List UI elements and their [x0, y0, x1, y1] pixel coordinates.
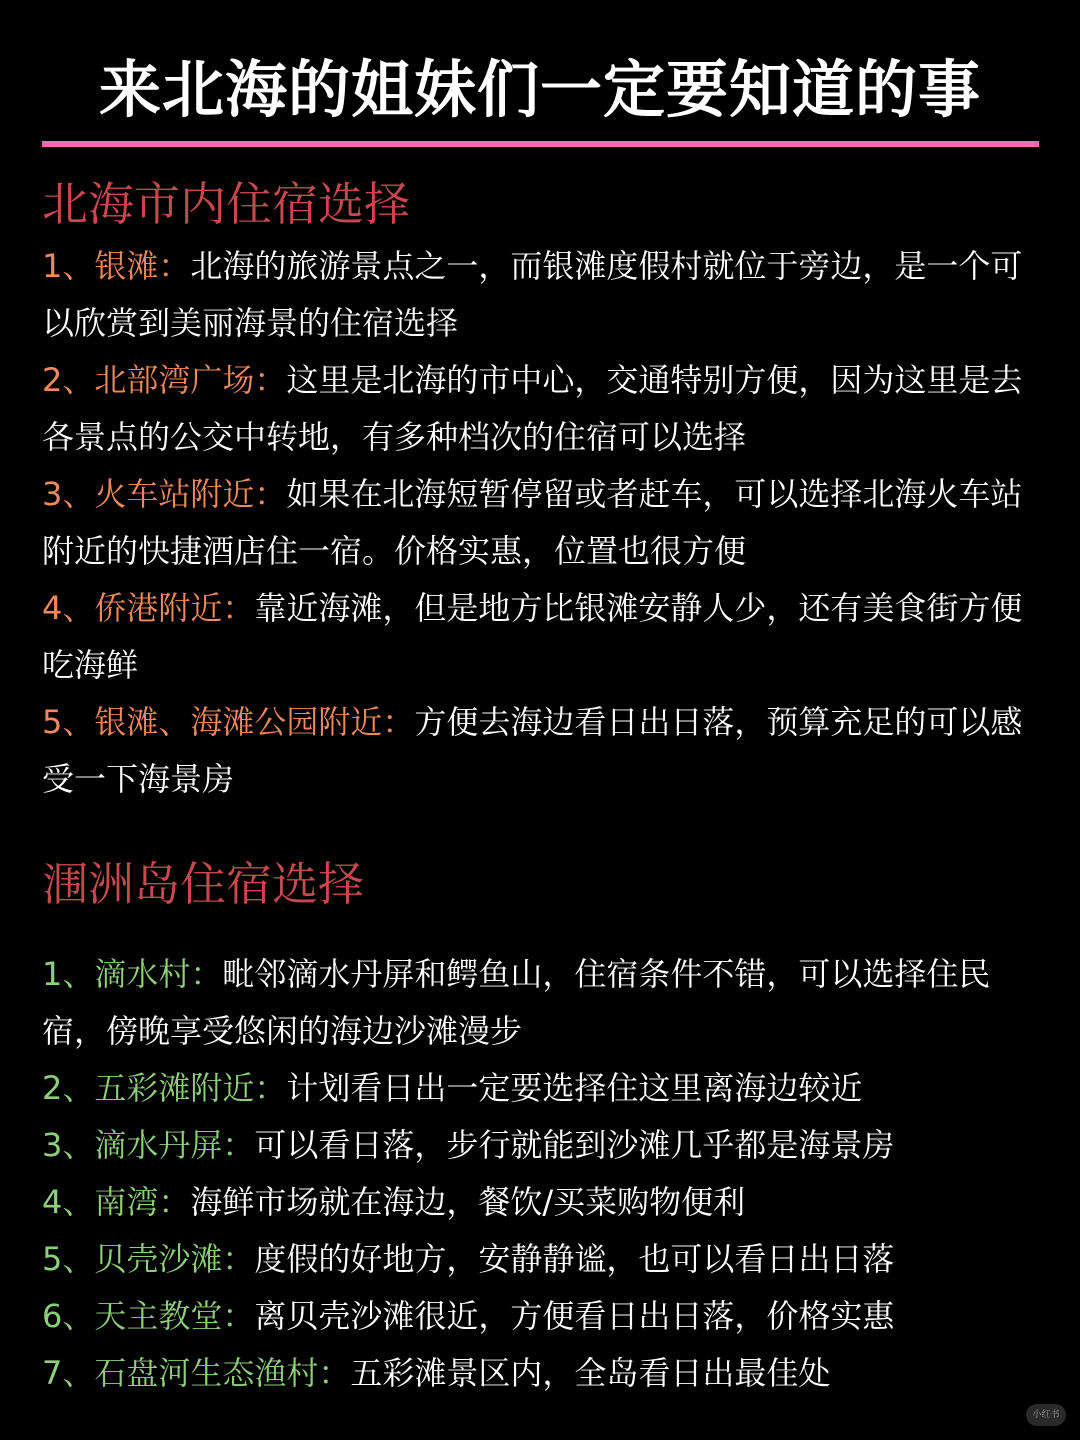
- item-label: 4、南湾：: [42, 1183, 191, 1221]
- list-item: [42, 1231, 1038, 1288]
- item-label: 1、滴水村：: [42, 955, 223, 993]
- island-lodging-list: [42, 946, 1038, 1402]
- item-label: 1、银滩：: [42, 247, 191, 285]
- item-label: 7、石盘河生态渔村：: [42, 1354, 351, 1392]
- page-title: 来北海的姐妹们一定要知道的事: [98, 53, 981, 126]
- watermark-logo: 小红书: [1026, 1404, 1066, 1426]
- item-label: 6、天主教堂：: [42, 1297, 255, 1335]
- item-label: 2、五彩滩附近：: [42, 1069, 287, 1107]
- list-item: [42, 1345, 1038, 1402]
- item-text: 毗邻滴水丹屏和鳄鱼山，住宿条件不错，可以选择住民宿，傍晚享受悠闲的海边沙滩漫步: [42, 955, 991, 1050]
- city-lodging-list: [42, 238, 1038, 808]
- list-item: [42, 352, 1038, 466]
- item-text: 可以看日落，步行就能到沙滩几乎都是海景房: [254, 1126, 895, 1164]
- item-text: 海鲜市场就在海边，餐饮/买菜购物便利: [190, 1183, 746, 1221]
- item-label: 5、银滩、海滩公园附近：: [42, 703, 415, 741]
- list-item: [42, 946, 1038, 1060]
- item-label: 4、侨港附近：: [42, 589, 255, 627]
- list-item: [42, 580, 1038, 694]
- item-label: 5、贝壳沙滩：: [42, 1240, 255, 1278]
- list-item: [42, 466, 1038, 580]
- item-text: 方便去海边看日出日落，预算充足的可以感受一下海景房: [42, 703, 1023, 798]
- item-text: 离贝壳沙滩很近，方便看日出日落，价格实惠: [254, 1297, 895, 1335]
- item-text: 北海的旅游景点之一，而银滩度假村就位于旁边，是一个可以欣赏到美丽海景的住宿选择: [42, 247, 1023, 342]
- title-divider: [42, 141, 1039, 147]
- list-item: [42, 1288, 1038, 1345]
- item-label: 3、火车站附近：: [42, 475, 287, 513]
- section-title-island: 涠洲岛住宿选择: [42, 857, 364, 911]
- list-item: [42, 238, 1038, 352]
- item-label: 3、滴水丹屏：: [42, 1126, 255, 1164]
- item-text: 五彩滩景区内，全岛看日出最佳处: [350, 1354, 831, 1392]
- item-text: 计划看日出一定要选择住这里离海边较近: [286, 1069, 863, 1107]
- item-text: 如果在北海短暂停留或者赶车，可以选择北海火车站附近的快捷酒店住一宿。价格实惠，位置也很方便: [42, 475, 1023, 570]
- list-item: [42, 1174, 1038, 1231]
- list-item: [42, 694, 1038, 808]
- item-text: 靠近海滩，但是地方比银滩安静人少，还有美食街方便吃海鲜: [42, 589, 1023, 684]
- item-label: 2、北部湾广场：: [42, 361, 287, 399]
- section-title-city: 北海市内住宿选择: [42, 177, 410, 231]
- list-item: [42, 1060, 1038, 1117]
- item-text: 度假的好地方，安静静谧，也可以看日出日落: [254, 1240, 895, 1278]
- item-text: 这里是北海的市中心，交通特别方便，因为这里是去各景点的公交中转地，有多种档次的住宿可以选择: [42, 361, 1023, 456]
- list-item: [42, 1117, 1038, 1174]
